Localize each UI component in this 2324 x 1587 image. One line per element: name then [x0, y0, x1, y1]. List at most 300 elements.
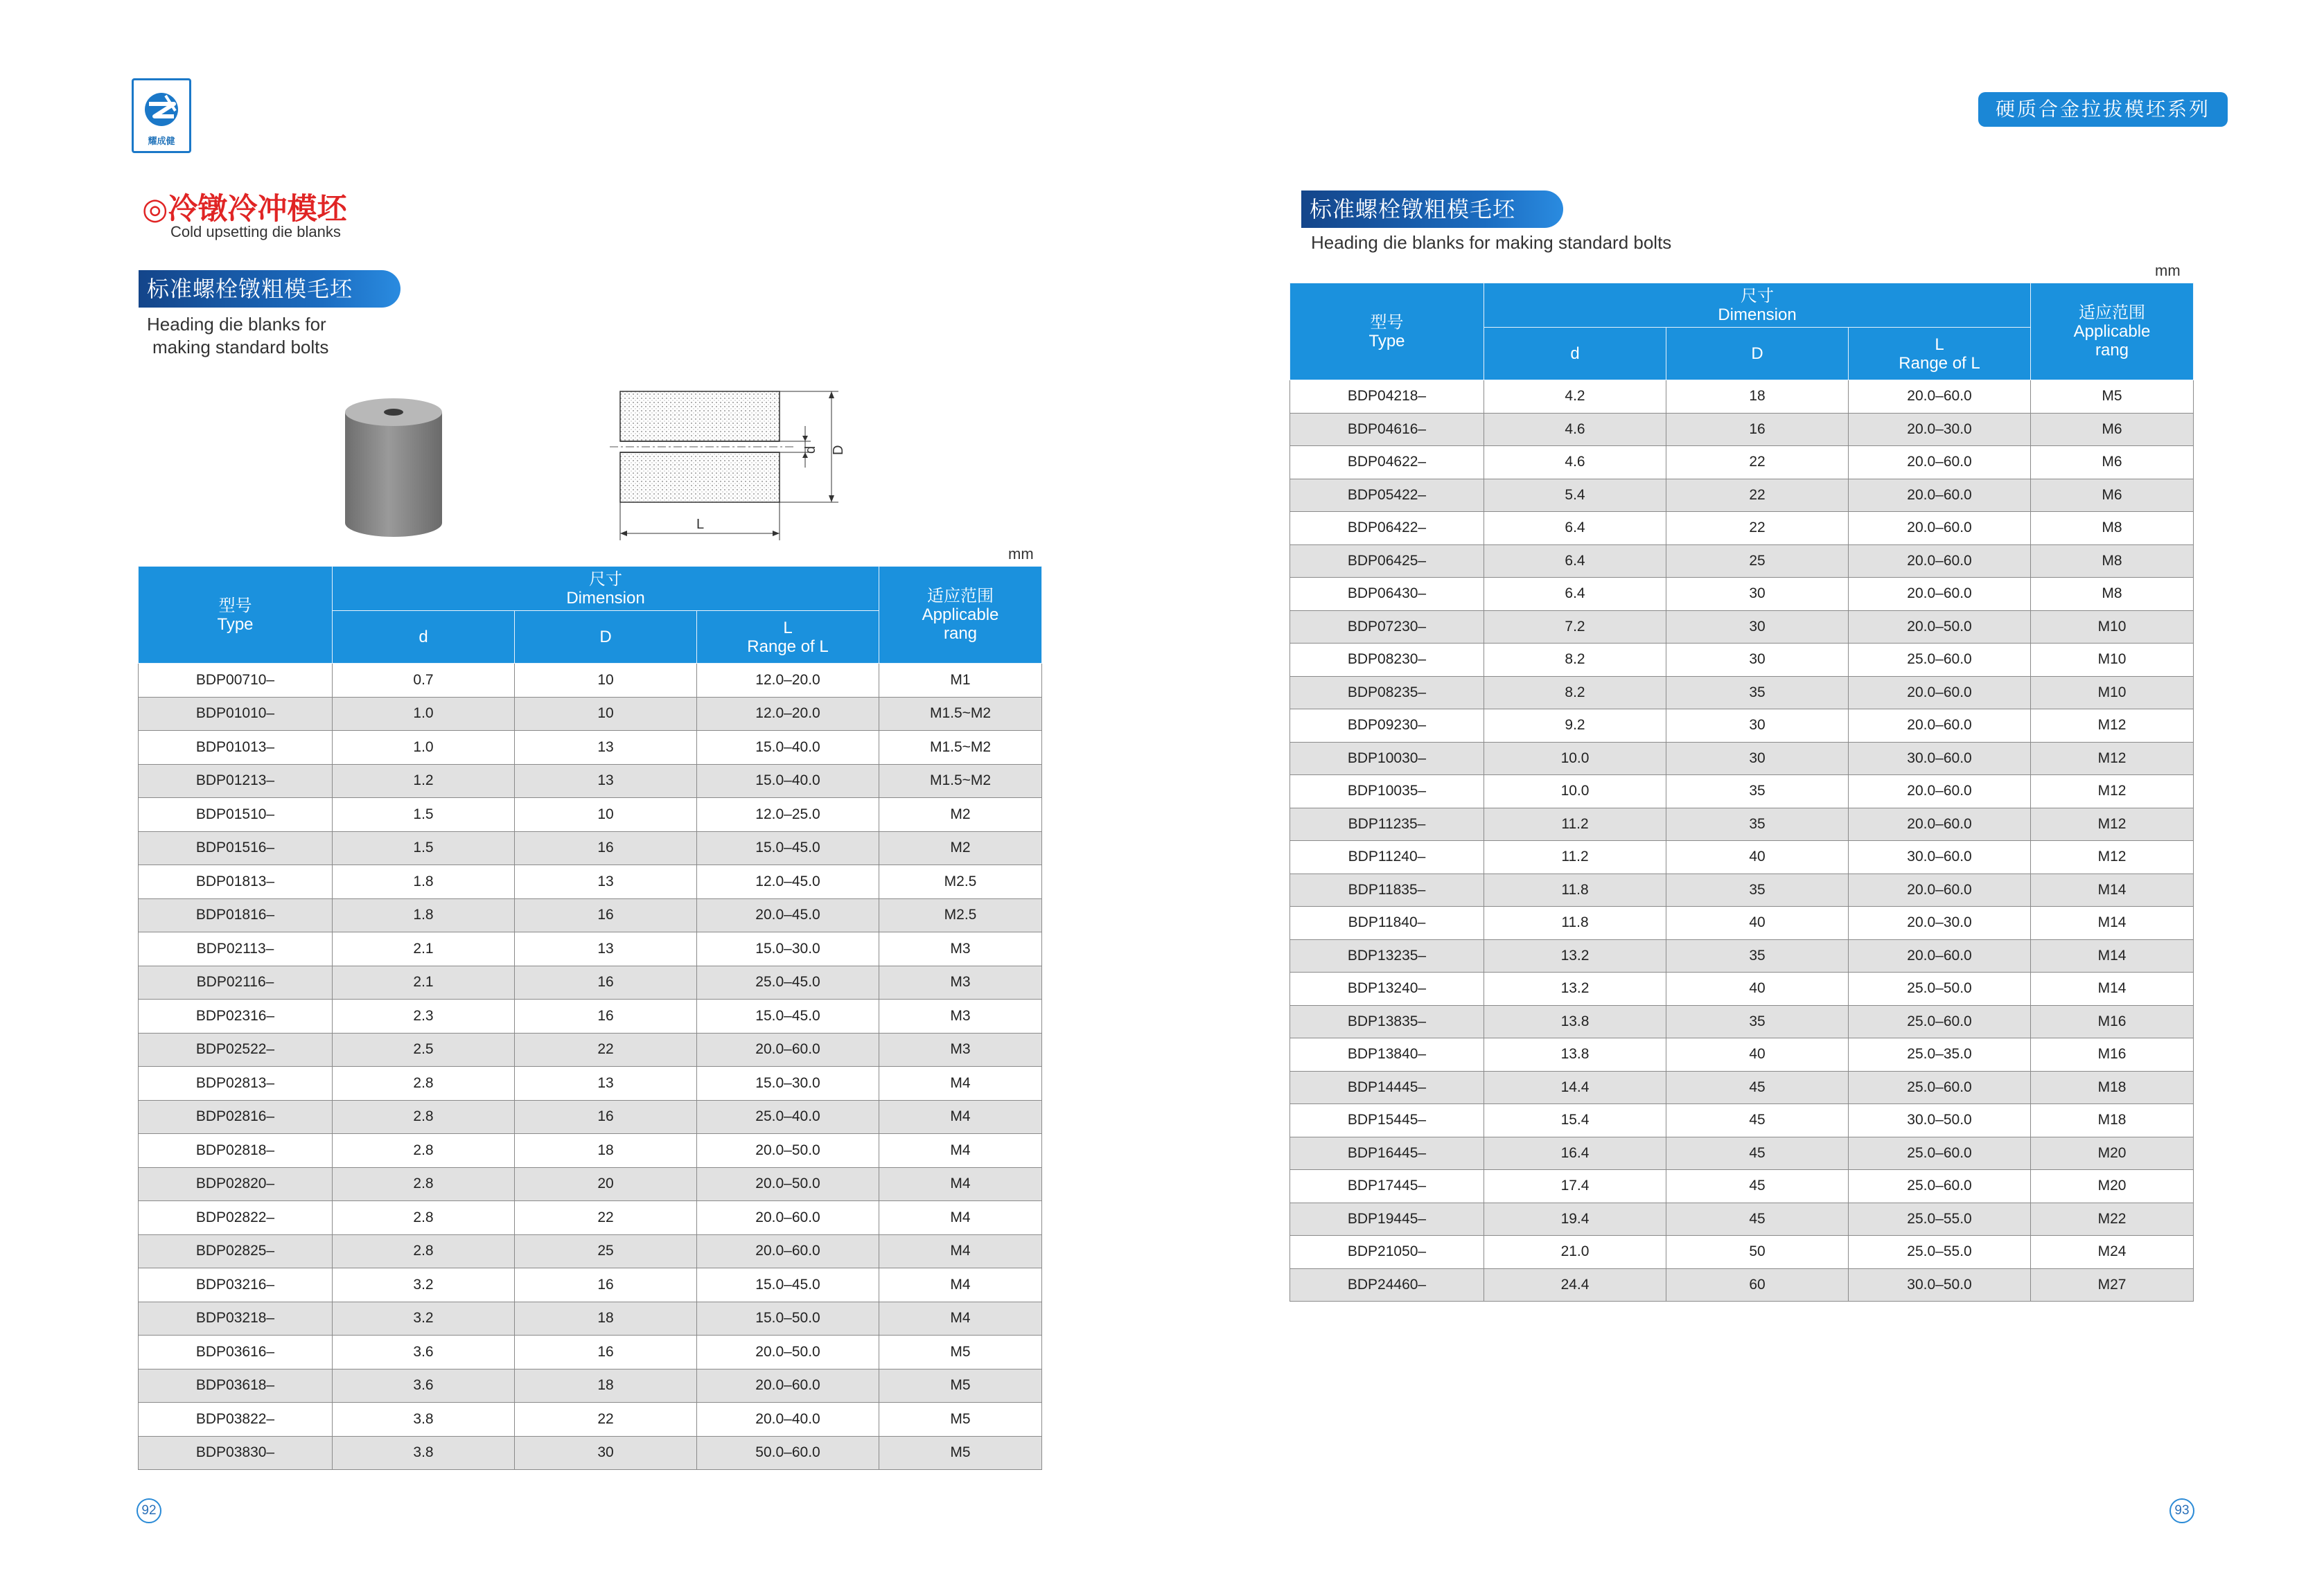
cell-d: 2.8: [333, 1234, 515, 1268]
cell-type: BDP09230–: [1290, 709, 1484, 743]
cell-d: 8.2: [1484, 644, 1666, 677]
table-row: [1290, 742, 2194, 775]
cell-applicable: M12: [2031, 841, 2194, 874]
table-row: [139, 1033, 1042, 1067]
cell-type: BDP08230–: [1290, 644, 1484, 677]
cell-d: 1.8: [333, 865, 515, 899]
cell-L-range: 20.0–60.0: [1849, 808, 2031, 841]
page-number-right: 93: [2169, 1498, 2194, 1523]
cell-applicable: M22: [2031, 1203, 2194, 1236]
table-row: [1290, 973, 2194, 1006]
cell-L-range: 15.0–50.0: [697, 1302, 879, 1336]
cell-applicable: M6: [2031, 479, 2194, 512]
cell-L-range: 20.0–50.0: [1849, 610, 2031, 644]
cell-D: 22: [515, 1403, 697, 1437]
cell-L-range: 20.0–60.0: [1849, 380, 2031, 414]
cell-D: 10: [515, 697, 697, 731]
cell-applicable: M4: [879, 1302, 1042, 1336]
cell-applicable: M14: [2031, 939, 2194, 973]
table-row: [1290, 939, 2194, 973]
header-type: [1290, 283, 1484, 380]
cell-d: 13.8: [1484, 1038, 1666, 1072]
cell-D: 13: [515, 932, 697, 966]
drawing-label-d: d: [803, 445, 818, 454]
table-row: [1290, 1104, 2194, 1137]
cell-L-range: 20.0–60.0: [697, 1033, 879, 1067]
cell-applicable: M20: [2031, 1137, 2194, 1170]
cell-D: 35: [1666, 1005, 1849, 1038]
table-row: [1290, 380, 2194, 414]
table-row: [139, 898, 1042, 932]
page-number-left: 92: [137, 1498, 161, 1523]
header-type-en: Type: [217, 614, 254, 634]
cell-applicable: M12: [2031, 709, 2194, 743]
cell-d: 1.2: [333, 764, 515, 798]
cell-d: 2.8: [333, 1134, 515, 1168]
cell-type: BDP03830–: [139, 1436, 333, 1470]
cell-type: BDP01516–: [139, 831, 333, 865]
table-row: [139, 1134, 1042, 1168]
cell-D: 20: [515, 1167, 697, 1201]
cell-D: 50: [1666, 1236, 1849, 1269]
cell-d: 11.8: [1484, 874, 1666, 907]
table-row: [1290, 1203, 2194, 1236]
cell-d: 2.8: [333, 1167, 515, 1201]
cell-L-range: 20.0–60.0: [1849, 578, 2031, 611]
cell-L-range: 25.0–55.0: [1849, 1203, 2031, 1236]
header-dimension-cn: 尺寸: [589, 569, 622, 589]
section-subtitle-left: [147, 313, 328, 359]
cell-applicable: M3: [879, 966, 1042, 1000]
cell-type: BDP00710–: [139, 664, 333, 698]
cell-L-range: 30.0–50.0: [1849, 1268, 2031, 1302]
header-type: [139, 567, 333, 664]
cell-L-range: 25.0–60.0: [1849, 644, 2031, 677]
spec-table-right: [1289, 283, 2194, 1302]
cell-applicable: M18: [2031, 1104, 2194, 1137]
cell-applicable: M5: [879, 1336, 1042, 1369]
cell-L-range: 25.0–60.0: [1849, 1071, 2031, 1104]
cell-D: 35: [1666, 775, 1849, 808]
header-applicable: [2031, 283, 2194, 380]
cell-applicable: M2: [879, 798, 1042, 832]
cell-D: 45: [1666, 1137, 1849, 1170]
cell-type: BDP15445–: [1290, 1104, 1484, 1137]
cell-applicable: M4: [879, 1234, 1042, 1268]
cell-L-range: 12.0–45.0: [697, 865, 879, 899]
cell-D: 13: [515, 1067, 697, 1101]
cell-D: 40: [1666, 1038, 1849, 1072]
cell-D: 16: [515, 831, 697, 865]
cell-d: 4.6: [1484, 446, 1666, 479]
table-row: [139, 1403, 1042, 1437]
cell-D: 35: [1666, 808, 1849, 841]
table-row: [1290, 907, 2194, 940]
cell-D: 25: [515, 1234, 697, 1268]
header-dimension-en: Dimension: [566, 588, 645, 608]
cell-d: 17.4: [1484, 1170, 1666, 1203]
cell-d: 4.2: [1484, 380, 1666, 414]
table-row: [1290, 874, 2194, 907]
logo-emblem-icon: [134, 83, 189, 139]
cell-D: 16: [515, 898, 697, 932]
cell-D: 18: [515, 1134, 697, 1168]
cell-d: 6.4: [1484, 512, 1666, 545]
header-dimension: [333, 567, 879, 611]
table-row: [139, 1201, 1042, 1235]
cell-applicable: M2.5: [879, 898, 1042, 932]
cell-D: 30: [1666, 742, 1849, 775]
cell-applicable: M8: [2031, 578, 2194, 611]
table-row: [139, 731, 1042, 765]
cell-d: 2.1: [333, 966, 515, 1000]
cell-D: 45: [1666, 1203, 1849, 1236]
cell-applicable: M12: [2031, 808, 2194, 841]
cell-d: 11.2: [1484, 808, 1666, 841]
table-row: [139, 1336, 1042, 1369]
table-row: [1290, 413, 2194, 446]
cell-L-range: 25.0–40.0: [697, 1100, 879, 1134]
header-d: d: [1484, 328, 1666, 380]
cell-type: BDP03218–: [139, 1302, 333, 1336]
cell-type: BDP03822–: [139, 1403, 333, 1437]
cell-d: 3.8: [333, 1403, 515, 1437]
header-L-symbol: L: [783, 618, 793, 637]
cell-L-range: 15.0–45.0: [697, 1268, 879, 1302]
cell-type: BDP02818–: [139, 1134, 333, 1168]
cell-type: BDP01510–: [139, 798, 333, 832]
cell-L-range: 12.0–25.0: [697, 798, 879, 832]
cell-d: 14.4: [1484, 1071, 1666, 1104]
cell-D: 16: [515, 1000, 697, 1034]
cell-applicable: M6: [2031, 413, 2194, 446]
cell-applicable: M5: [879, 1436, 1042, 1470]
cell-d: 19.4: [1484, 1203, 1666, 1236]
cell-type: BDP02813–: [139, 1067, 333, 1101]
cell-type: BDP02822–: [139, 1201, 333, 1235]
cell-d: 9.2: [1484, 709, 1666, 743]
cell-type: BDP13835–: [1290, 1005, 1484, 1038]
table-row: [139, 1436, 1042, 1470]
section-subtitle-right: Heading die blanks for making standard bolts: [1311, 232, 1672, 253]
cell-type: BDP03618–: [139, 1369, 333, 1403]
cell-D: 18: [515, 1369, 697, 1403]
cell-L-range: 25.0–60.0: [1849, 1005, 2031, 1038]
cell-type: BDP04622–: [1290, 446, 1484, 479]
cell-D: 30: [1666, 578, 1849, 611]
cell-d: 10.0: [1484, 775, 1666, 808]
unit-label-right: mm: [2155, 262, 2181, 279]
table-row: [139, 831, 1042, 865]
table-row: [1290, 1038, 2194, 1072]
cell-applicable: M2: [879, 831, 1042, 865]
cell-D: 16: [515, 1336, 697, 1369]
cell-type: BDP13235–: [1290, 939, 1484, 973]
table-row: [1290, 676, 2194, 709]
cell-applicable: M1: [879, 664, 1042, 698]
cell-L-range: 20.0–60.0: [1849, 479, 2031, 512]
cell-D: 13: [515, 731, 697, 765]
table-row: [1290, 808, 2194, 841]
cell-D: 22: [1666, 512, 1849, 545]
cell-type: BDP02825–: [139, 1234, 333, 1268]
cell-L-range: 20.0–60.0: [1849, 512, 2031, 545]
cell-d: 2.5: [333, 1033, 515, 1067]
cell-type: BDP02820–: [139, 1167, 333, 1201]
cell-applicable: M4: [879, 1067, 1042, 1101]
cell-L-range: 20.0–50.0: [697, 1336, 879, 1369]
cell-L-range: 30.0–50.0: [1849, 1104, 2031, 1137]
logo-brand-text: 耀成健: [148, 136, 175, 146]
cell-L-range: 30.0–60.0: [1849, 742, 2031, 775]
cell-applicable: M14: [2031, 973, 2194, 1006]
cell-L-range: 15.0–30.0: [697, 932, 879, 966]
table-row: [1290, 1071, 2194, 1104]
cell-d: 1.5: [333, 798, 515, 832]
cell-d: 13.2: [1484, 973, 1666, 1006]
table-row: [139, 1000, 1042, 1034]
cell-d: 1.0: [333, 731, 515, 765]
header-type-cn: 型号: [218, 596, 252, 615]
cell-D: 16: [515, 1268, 697, 1302]
cell-type: BDP01013–: [139, 731, 333, 765]
cell-applicable: M16: [2031, 1005, 2194, 1038]
cell-D: 35: [1666, 676, 1849, 709]
cell-applicable: M5: [879, 1403, 1042, 1437]
cell-D: 16: [515, 1100, 697, 1134]
cell-type: BDP01816–: [139, 898, 333, 932]
header-L-symbol: L: [1935, 335, 1944, 354]
header-L-range: Range of L: [1899, 353, 1980, 373]
table-row: [139, 1268, 1042, 1302]
cell-d: 11.2: [1484, 841, 1666, 874]
cell-type: BDP04616–: [1290, 413, 1484, 446]
cell-L-range: 15.0–45.0: [697, 831, 879, 865]
table-row: [139, 1302, 1042, 1336]
cell-d: 1.8: [333, 898, 515, 932]
cell-applicable: M12: [2031, 775, 2194, 808]
cell-applicable: M1.5~M2: [879, 697, 1042, 731]
table-row: [1290, 1137, 2194, 1170]
cell-L-range: 25.0–45.0: [697, 966, 879, 1000]
table-row: [1290, 479, 2194, 512]
section-subtitle-line2: making standard bolts: [152, 337, 329, 357]
cell-d: 0.7: [333, 664, 515, 698]
cell-L-range: 25.0–60.0: [1849, 1170, 2031, 1203]
cell-d: 16.4: [1484, 1137, 1666, 1170]
cell-d: 13.8: [1484, 1005, 1666, 1038]
cell-D: 16: [1666, 413, 1849, 446]
cell-d: 2.8: [333, 1067, 515, 1101]
cell-d: 3.8: [333, 1436, 515, 1470]
cell-D: 30: [1666, 610, 1849, 644]
header-dimension: [1484, 283, 2031, 328]
cell-type: BDP13840–: [1290, 1038, 1484, 1072]
cell-type: BDP11840–: [1290, 907, 1484, 940]
cell-d: 6.4: [1484, 578, 1666, 611]
section-heading-right: 标准螺栓镦粗模毛坯: [1301, 190, 1563, 228]
cell-D: 45: [1666, 1170, 1849, 1203]
cell-L-range: 20.0–60.0: [1849, 775, 2031, 808]
cell-D: 22: [1666, 446, 1849, 479]
table-row: [1290, 841, 2194, 874]
cell-type: BDP19445–: [1290, 1203, 1484, 1236]
header-L: [1849, 328, 2031, 380]
cell-type: BDP03216–: [139, 1268, 333, 1302]
cell-type: BDP13240–: [1290, 973, 1484, 1006]
cell-d: 1.5: [333, 831, 515, 865]
cell-type: BDP14445–: [1290, 1071, 1484, 1104]
page-title-english: Cold upsetting die blanks: [170, 223, 341, 240]
table-row: [139, 697, 1042, 731]
cell-applicable: M4: [879, 1268, 1042, 1302]
cell-L-range: 20.0–45.0: [697, 898, 879, 932]
cell-applicable: M6: [2031, 446, 2194, 479]
cell-L-range: 20.0–30.0: [1849, 413, 2031, 446]
header-D: D: [1666, 328, 1849, 380]
cell-d: 5.4: [1484, 479, 1666, 512]
cell-applicable: M4: [879, 1134, 1042, 1168]
cell-L-range: 20.0–60.0: [697, 1234, 879, 1268]
cell-D: 25: [1666, 544, 1849, 578]
cell-type: BDP10030–: [1290, 742, 1484, 775]
cell-D: 13: [515, 865, 697, 899]
cell-applicable: M3: [879, 932, 1042, 966]
section-subtitle-line1: Heading die blanks for: [147, 314, 326, 335]
cell-d: 3.6: [333, 1336, 515, 1369]
table-row: [1290, 610, 2194, 644]
table-row: [139, 1167, 1042, 1201]
cell-d: 3.2: [333, 1268, 515, 1302]
section-heading-left: 标准螺栓镦粗模毛坯: [139, 270, 400, 308]
unit-label-left: mm: [1008, 545, 1034, 562]
cell-applicable: M4: [879, 1100, 1042, 1134]
table-row: [139, 1100, 1042, 1134]
cell-D: 35: [1666, 939, 1849, 973]
cell-applicable: M16: [2031, 1038, 2194, 1072]
cell-applicable: M1.5~M2: [879, 764, 1042, 798]
table-row: [139, 764, 1042, 798]
cell-type: BDP11835–: [1290, 874, 1484, 907]
table-row: [139, 1234, 1042, 1268]
header-L: [697, 611, 879, 664]
header-applicable-en1: Applicable: [2073, 322, 2151, 341]
table-row: [139, 1369, 1042, 1403]
cell-D: 60: [1666, 1268, 1849, 1302]
cell-applicable: M14: [2031, 907, 2194, 940]
cell-d: 10.0: [1484, 742, 1666, 775]
die-blank-photo: [340, 391, 450, 544]
table-row: [139, 664, 1042, 698]
header-applicable-cn: 适应范围: [927, 587, 994, 605]
cell-applicable: M5: [2031, 380, 2194, 414]
header-applicable-cn: 适应范围: [2079, 303, 2146, 322]
table-row: [1290, 775, 2194, 808]
header-applicable-en1: Applicable: [922, 605, 999, 624]
cell-D: 40: [1666, 973, 1849, 1006]
cell-type: BDP06430–: [1290, 578, 1484, 611]
cell-L-range: 25.0–55.0: [1849, 1236, 2031, 1269]
table-row: [1290, 578, 2194, 611]
cell-applicable: M18: [2031, 1071, 2194, 1104]
cell-type: BDP02116–: [139, 966, 333, 1000]
cell-L-range: 20.0–60.0: [1849, 676, 2031, 709]
cell-d: 15.4: [1484, 1104, 1666, 1137]
cell-d: 2.8: [333, 1201, 515, 1235]
header-type-en: Type: [1368, 331, 1405, 351]
header-applicable: [879, 567, 1042, 664]
spec-table-left: [138, 566, 1042, 1470]
cell-D: 16: [515, 966, 697, 1000]
cell-type: BDP03616–: [139, 1336, 333, 1369]
cell-L-range: 25.0–50.0: [1849, 973, 2031, 1006]
cell-L-range: 25.0–60.0: [1849, 1137, 2031, 1170]
cell-applicable: M2.5: [879, 865, 1042, 899]
drawing-label-D: D: [831, 445, 846, 455]
table-row: [139, 1067, 1042, 1101]
cell-d: 24.4: [1484, 1268, 1666, 1302]
cell-L-range: 15.0–30.0: [697, 1067, 879, 1101]
header-dimension-en: Dimension: [1718, 305, 1797, 324]
cell-applicable: M8: [2031, 544, 2194, 578]
cell-L-range: 15.0–45.0: [697, 1000, 879, 1034]
cell-type: BDP08235–: [1290, 676, 1484, 709]
cell-d: 1.0: [333, 697, 515, 731]
table-row: [1290, 1005, 2194, 1038]
company-logo: [132, 78, 191, 153]
cell-type: BDP10035–: [1290, 775, 1484, 808]
cell-type: BDP06425–: [1290, 544, 1484, 578]
cell-d: 7.2: [1484, 610, 1666, 644]
header-d: d: [333, 611, 515, 664]
cell-applicable: M1.5~M2: [879, 731, 1042, 765]
cell-applicable: M10: [2031, 644, 2194, 677]
cell-applicable: M27: [2031, 1268, 2194, 1302]
table-row: [139, 798, 1042, 832]
page-title: ◎冷镦冷冲模坯: [142, 193, 347, 226]
cell-L-range: 15.0–40.0: [697, 731, 879, 765]
table-row: [139, 932, 1042, 966]
cell-L-range: 25.0–35.0: [1849, 1038, 2031, 1072]
cell-D: 22: [1666, 479, 1849, 512]
cell-L-range: 12.0–20.0: [697, 664, 879, 698]
cell-L-range: 50.0–60.0: [697, 1436, 879, 1470]
cell-type: BDP01010–: [139, 697, 333, 731]
cell-applicable: M8: [2031, 512, 2194, 545]
cell-D: 40: [1666, 907, 1849, 940]
cell-L-range: 20.0–60.0: [1849, 709, 2031, 743]
cell-applicable: M3: [879, 1000, 1042, 1034]
header-type-cn: 型号: [1370, 312, 1404, 332]
cell-L-range: 30.0–60.0: [1849, 841, 2031, 874]
cell-D: 30: [1666, 644, 1849, 677]
table-row: [1290, 1268, 2194, 1302]
cell-type: BDP06422–: [1290, 512, 1484, 545]
cell-d: 3.6: [333, 1369, 515, 1403]
cell-applicable: M4: [879, 1201, 1042, 1235]
table-row: [1290, 644, 2194, 677]
header-applicable-en2: rang: [943, 624, 978, 643]
cell-D: 45: [1666, 1071, 1849, 1104]
table-row: [139, 966, 1042, 1000]
cell-applicable: M24: [2031, 1236, 2194, 1269]
cell-d: 2.3: [333, 1000, 515, 1034]
table-row: [139, 865, 1042, 899]
header-L-range: Range of L: [747, 637, 829, 656]
cell-L-range: 20.0–50.0: [697, 1167, 879, 1201]
cell-d: 2.1: [333, 932, 515, 966]
cell-L-range: 20.0–30.0: [1849, 907, 2031, 940]
